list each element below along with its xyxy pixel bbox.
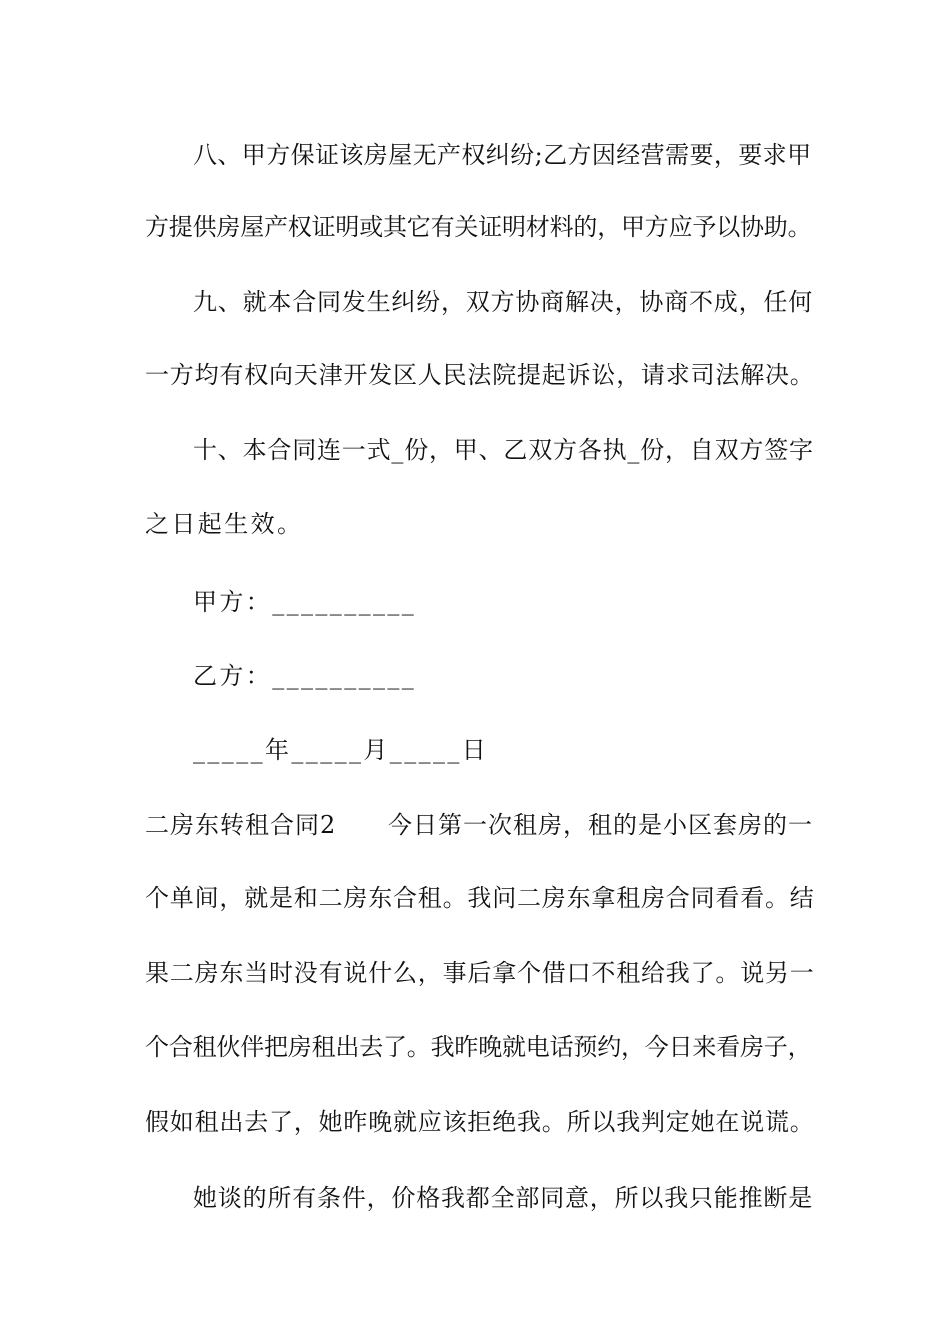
section-2-line-4: 个合租伙伴把房租出去了。我昨晚就电话预约，今日来看房子， xyxy=(145,1033,812,1061)
paragraph-8-line-2: 方提供房屋产权证明或其它有关证明材料的，甲方应予以协助。 xyxy=(145,213,812,241)
party-b-signature-line: 乙方：__________ xyxy=(193,662,417,690)
date-line: _____年_____月_____日 xyxy=(193,736,489,764)
paragraph-9-line-2: 一方均有权向天津开发区人民法院提起诉讼，请求司法解决。 xyxy=(145,361,815,389)
paragraph-10-line-2: 之日起生效。 xyxy=(145,510,304,538)
section-2-paragraph-2-line-1: 她谈的所有条件，价格我都全部同意，所以我只能推断是 xyxy=(193,1184,813,1212)
paragraph-9-line-1: 九、就本合同发生纠纷，双方协商解决，协商不成，任何 xyxy=(193,288,813,316)
section-2-line-3: 果二房东当时没有说什么，事后拿个借口不租给我了。说另一 xyxy=(145,959,815,987)
paragraph-8-line-1: 八、甲方保证该房屋无产权纠纷;乙方因经营需要，要求甲 xyxy=(193,141,812,169)
paragraph-10-line-1: 十、本合同连一式_份，甲、乙双方各执_份，自双方签字 xyxy=(193,436,814,464)
section-2-title-line: 二房东转租合同2 今日第一次租房，租的是小区套房的一 xyxy=(145,811,814,839)
section-2-line-5: 假如租出去了，她昨晚就应该拒绝我。所以我判定她在说谎。 xyxy=(145,1108,815,1136)
section-2-line-2: 个单间，就是和二房东合租。我问二房东拿租房合同看看。结 xyxy=(145,884,815,912)
party-a-signature-line: 甲方：__________ xyxy=(193,588,417,616)
